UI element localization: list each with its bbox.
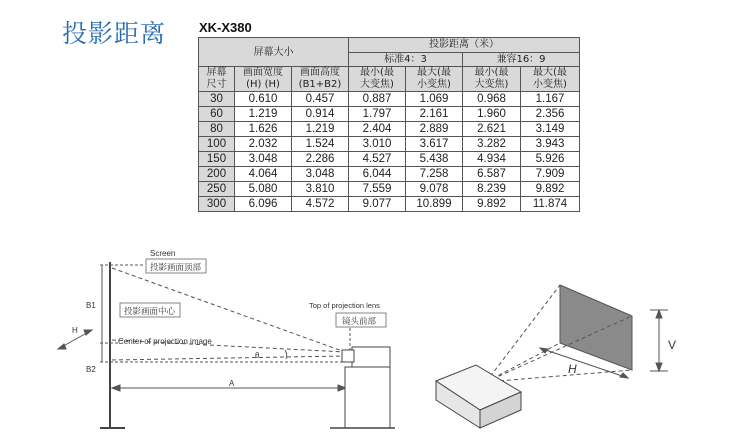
a-label: A	[229, 379, 235, 388]
cell-height: 0.457	[292, 92, 349, 107]
cell-width: 2.032	[235, 137, 292, 152]
side-view-diagram	[58, 262, 395, 428]
model-label: XK-X380	[199, 20, 252, 35]
screen-center-label: 投影画面中心	[124, 307, 176, 317]
theta-label: θ	[255, 351, 260, 360]
cell-height: 0.914	[292, 107, 349, 122]
center-of-image-label: Center of projection image	[118, 337, 212, 346]
cell-max-16-9: 3.149	[521, 122, 580, 137]
cell-max-16-9: 7.909	[521, 167, 580, 182]
top-of-lens-label: Top of projection lens	[309, 301, 380, 310]
cell-size: 150	[199, 152, 235, 167]
cell-max-4-3: 10.899	[406, 197, 463, 212]
cell-max-4-3: 5.438	[406, 152, 463, 167]
cell-min-16-9: 2.621	[463, 122, 521, 137]
cell-min-16-9: 4.934	[463, 152, 521, 167]
cell-size: 30	[199, 92, 235, 107]
col-header-min-4-3: 最小(最 大变焦)	[349, 67, 406, 92]
cell-max-4-3: 9.078	[406, 182, 463, 197]
cell-min-4-3: 0.887	[349, 92, 406, 107]
cell-width: 3.048	[235, 152, 292, 167]
cell-height: 1.524	[292, 137, 349, 152]
screen-size-header: 屏幕大小	[199, 38, 349, 67]
b1-label: B1	[86, 301, 96, 310]
cell-min-4-3: 3.010	[349, 137, 406, 152]
cell-min-4-3: 9.077	[349, 197, 406, 212]
cell-min-16-9: 9.892	[463, 197, 521, 212]
perspective-diagram	[436, 285, 668, 428]
cell-width: 4.064	[235, 167, 292, 182]
v-label-3d: V	[668, 338, 677, 352]
cell-min-4-3: 2.404	[349, 122, 406, 137]
cell-max-4-3: 1.069	[406, 92, 463, 107]
lens-front-label: 镜头前部	[342, 317, 377, 327]
cell-width: 5.080	[235, 182, 292, 197]
b2-label: B2	[86, 365, 96, 374]
h-label-side: H	[72, 326, 78, 335]
cell-size: 250	[199, 182, 235, 197]
cell-size: 300	[199, 197, 235, 212]
col-header-size: 屏幕 尺寸	[199, 67, 235, 92]
cell-max-16-9: 9.892	[521, 182, 580, 197]
cell-min-4-3: 4.527	[349, 152, 406, 167]
cell-width: 1.626	[235, 122, 292, 137]
col-header-width: 画面宽度 (H) (H)	[235, 67, 292, 92]
ratio-4-3-header: 标准4：3	[349, 52, 463, 67]
cell-min-16-9: 3.282	[463, 137, 521, 152]
screen-label: Screen	[150, 249, 176, 258]
cell-min-16-9: 6.587	[463, 167, 521, 182]
cell-height: 3.810	[292, 182, 349, 197]
page-title: 投影距离	[62, 19, 167, 48]
col-header-max-4-3: 最大(最 小变焦)	[406, 67, 463, 92]
col-header-max-16-9: 最大(最 小变焦)	[521, 67, 580, 92]
col-header-min-16-9: 最小(最 大变焦)	[463, 67, 521, 92]
cell-max-4-3: 2.161	[406, 107, 463, 122]
cell-width: 6.096	[235, 197, 292, 212]
col-header-height: 画面高度 (B1+B2)	[292, 67, 349, 92]
screen-top-label: 投影画面顶部	[150, 263, 202, 273]
cell-height: 3.048	[292, 167, 349, 182]
cell-min-16-9: 8.239	[463, 182, 521, 197]
cell-height: 4.572	[292, 197, 349, 212]
cell-max-16-9: 3.943	[521, 137, 580, 152]
cell-min-16-9: 1.960	[463, 107, 521, 122]
cell-min-4-3: 1.797	[349, 107, 406, 122]
cell-height: 1.219	[292, 122, 349, 137]
cell-min-16-9: 0.968	[463, 92, 521, 107]
cell-height: 2.286	[292, 152, 349, 167]
cell-max-16-9: 2.356	[521, 107, 580, 122]
ratio-16-9-header: 兼容16：9	[463, 52, 580, 67]
cell-max-4-3: 3.617	[406, 137, 463, 152]
h-label-3d: H	[568, 362, 577, 376]
cell-width: 0.610	[235, 92, 292, 107]
cell-size: 100	[199, 137, 235, 152]
cell-size: 60	[199, 107, 235, 122]
cell-max-16-9: 1.167	[521, 92, 580, 107]
throw-distance-header: 投影距离（米）	[349, 38, 580, 53]
cell-min-4-3: 6.044	[349, 167, 406, 182]
cell-size: 80	[199, 122, 235, 137]
cell-size: 200	[199, 167, 235, 182]
cell-max-4-3: 2.889	[406, 122, 463, 137]
cell-max-4-3: 7.258	[406, 167, 463, 182]
cell-max-16-9: 5.926	[521, 152, 580, 167]
cell-width: 1.219	[235, 107, 292, 122]
cell-min-4-3: 7.559	[349, 182, 406, 197]
cell-max-16-9: 11.874	[521, 197, 580, 212]
